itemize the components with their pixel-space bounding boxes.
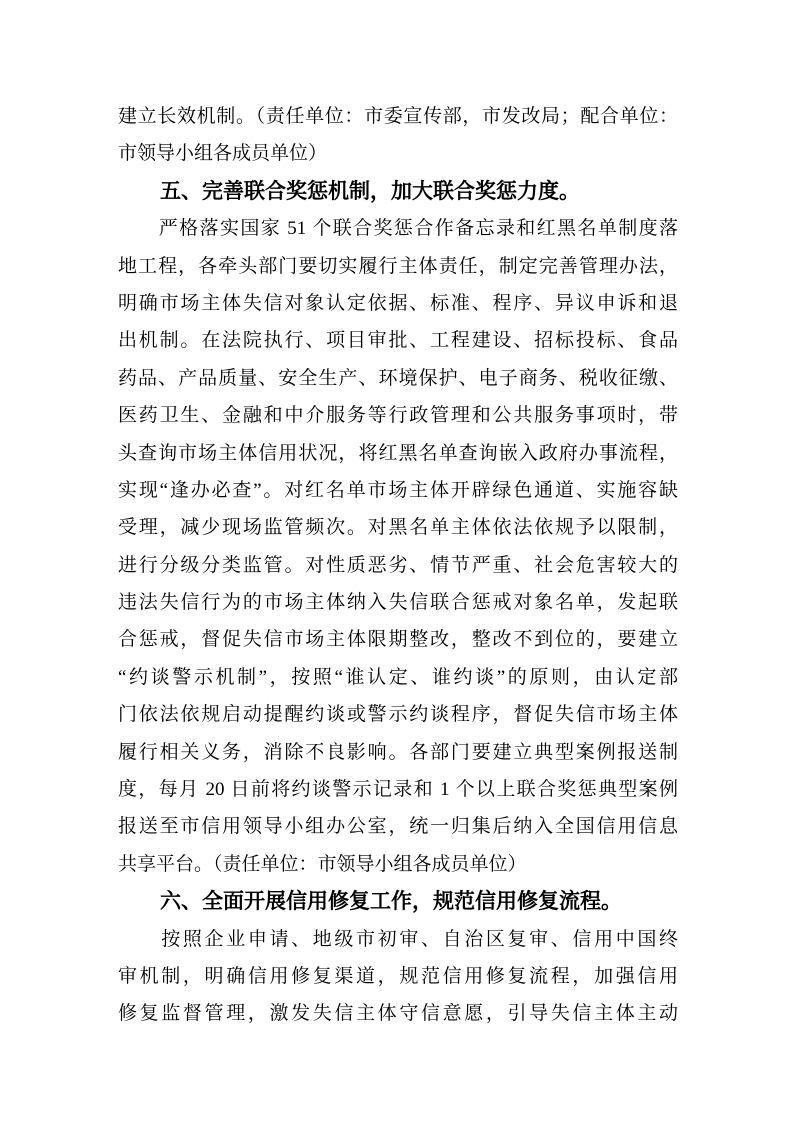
section-heading-five: 五、完善联合奖惩机制，加大联合奖惩力度。 bbox=[118, 179, 580, 203]
text-line: 共享平台。（责任单位：市领导小组各成员单位） bbox=[118, 853, 527, 875]
section-heading-six: 六、全面开展信用修复工作，规范信用修复流程。 bbox=[118, 890, 622, 914]
document-body bbox=[118, 98, 678, 1033]
text-line: 受理，减少现场监管频次。对黑名单主体依法依规予以限制， bbox=[118, 517, 678, 539]
text-line: 进行分级分类监管。对性质恶劣、情节严重、社会危害较大的 bbox=[118, 554, 678, 576]
text-line: 合惩戒，督促失信市场主体限期整改，整改不到位的，要建立 bbox=[118, 629, 678, 651]
text-line: 药品、产品质量、安全生产、环境保护、电子商务、税收征缴、 bbox=[118, 367, 678, 389]
text-line: 建立长效机制。（责任单位：市委宣传部，市发改局；配合单位： bbox=[118, 106, 678, 127]
text-line: 严格落实国家 51 个联合奖惩合作备忘录和红黑名单制度落 bbox=[118, 218, 678, 240]
text-line: 地工程，各牵头部门要切实履行主体责任，制定完善管理办法， bbox=[118, 255, 678, 277]
text-line: 头查询市场主体信用状况，将红黑名单查询嵌入政府办事流程， bbox=[118, 442, 678, 464]
text-line: 门依法依规启动提醒约谈或警示约谈程序，督促失信市场主体 bbox=[118, 704, 678, 726]
text-line: 市领导小组各成员单位） bbox=[118, 143, 328, 165]
text-line: 实现“逢办必查”。对红名单市场主体开辟绿色通道、实施容缺 bbox=[118, 479, 678, 501]
text-line: 按照企业申请、地级市初审、自治区复审、信用中国终 bbox=[118, 928, 678, 950]
text-line: 违法失信行为的市场主体纳入失信联合惩戒对象名单，发起联 bbox=[118, 592, 678, 614]
text-line: 医药卫生、金融和中介服务等行政管理和公共服务事项时，带 bbox=[118, 405, 678, 427]
text-line: 出机制。在法院执行、项目审批、工程建设、招标投标、食品 bbox=[118, 330, 678, 352]
text-line: 报送至市信用领导小组办公室，统一归集后纳入全国信用信息 bbox=[118, 816, 678, 838]
text-line: 度，每月 20 日前将约谈警示记录和 1 个以上联合奖惩典型案例 bbox=[118, 779, 678, 801]
text-line: “约谈警示机制”，按照“谁认定、谁约谈”的原则，由认定部 bbox=[118, 666, 678, 688]
text-line: 审机制，明确信用修复渠道，规范信用修复流程，加强信用 bbox=[118, 965, 678, 987]
text-line: 履行相关义务，消除不良影响。各部门要建立典型案例报送制 bbox=[118, 741, 678, 763]
text-line: 修复监督管理，激发失信主体守信意愿，引导失信主体主动 bbox=[118, 1003, 678, 1025]
text-line: 明确市场主体失信对象认定依据、标准、程序、异议申诉和退 bbox=[118, 292, 678, 314]
